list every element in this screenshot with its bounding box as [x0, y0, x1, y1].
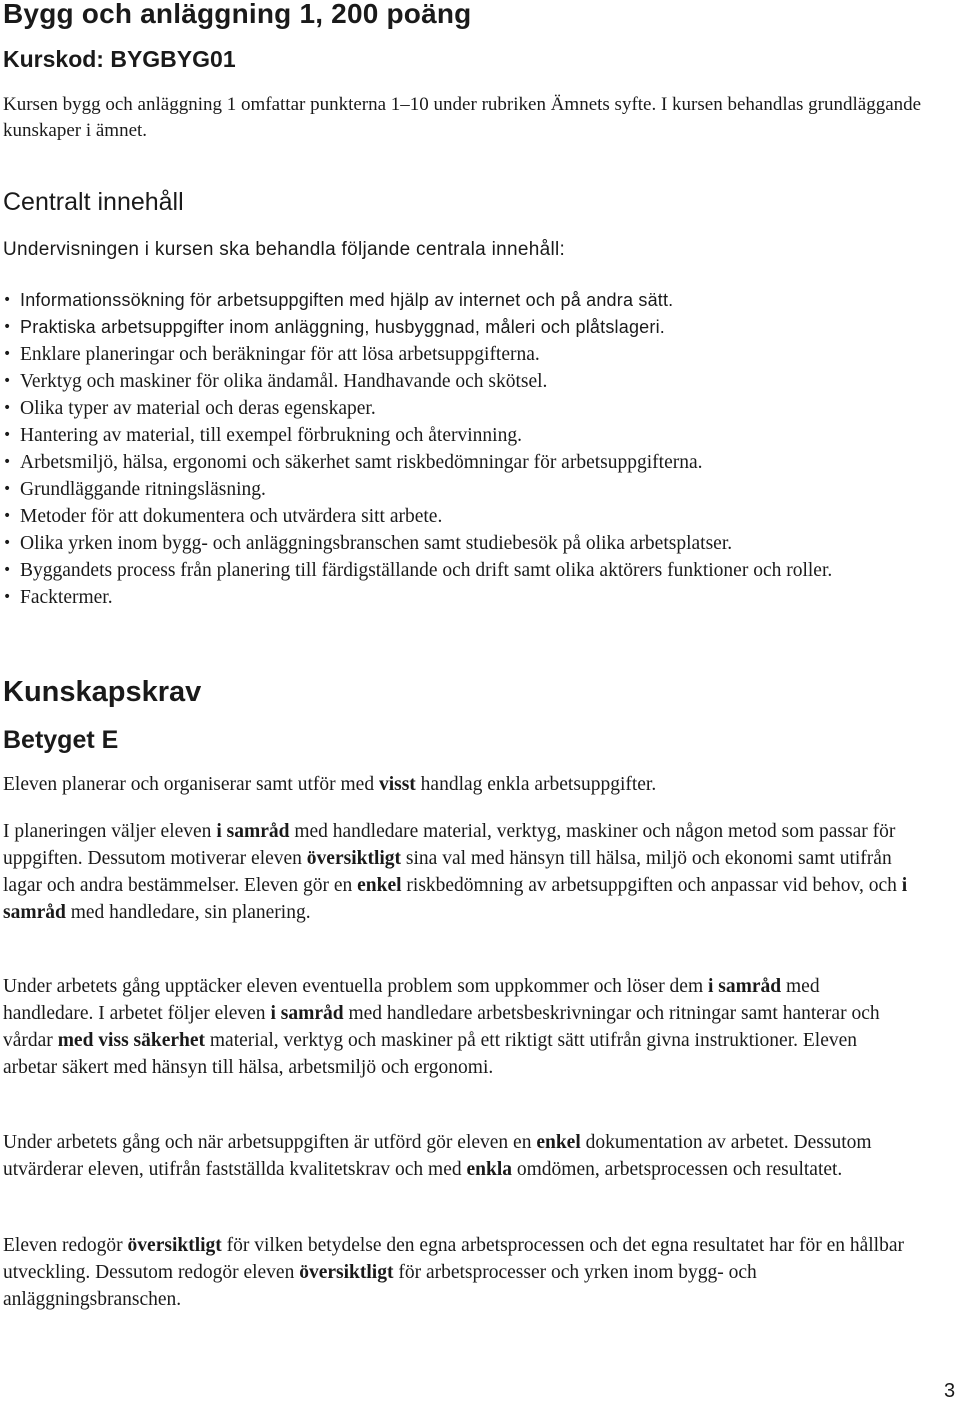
value-word: i samråd [708, 976, 782, 997]
paragraph-text: Under arbetets gång upptäcker eleven eventuella problem som uppkommer och löser dem [3, 976, 709, 997]
course-code: Kurskod: BYGBYG01 [3, 46, 236, 72]
paragraph-text: handlag enkla arbetsuppgifter. [415, 774, 657, 795]
value-word: enkel [357, 875, 402, 896]
course-intro: Kursen bygg och anläggning 1 omfattar punkterna 1–10 under rubriken Ämnets syfte. I kursen behandlas grundläggande kunskaper i ämnet. [3, 94, 922, 141]
value-word: med viss säkerhet [57, 1030, 206, 1051]
central-content-item [3, 341, 933, 368]
central-content-item-text: Arbetsmiljö, hälsa, ergonomi och säkerhet samt riskbedömningar för arbetsuppgifterna. [20, 452, 703, 473]
paragraph-text: för vilken betydelse den egna arbetsprocessen och det egna resultatet har för en hållbar utveckling. Dessutom redogör eleven [3, 1235, 904, 1283]
bullet-icon: • [3, 373, 12, 389]
bullet-icon: • [3, 481, 12, 497]
central-content-item-text: Grundläggande ritningsläsning. [20, 479, 266, 500]
requirement-paragraph-4 [3, 1129, 913, 1183]
paragraph-text: med handledare arbetsbeskrivningar och ritningar samt hanterar och vårdar [3, 1003, 880, 1051]
value-word: i samråd [3, 875, 908, 923]
paragraph-text: omdömen, arbetsprocessen och resultatet. [512, 1159, 843, 1180]
central-content-item [3, 395, 933, 422]
central-content-item-text: Informationssökning för arbetsuppgiften med hjälp av internet och på andra sätt. [20, 290, 674, 310]
value-word: visst [378, 774, 416, 795]
central-content-item-text: Praktiska arbetsuppgifter inom anläggning, husbyggnad, måleri och plåtslageri. [20, 317, 665, 337]
central-content-item-text: Enklare planeringar och beräkningar för att lösa arbetsuppgifterna. [20, 344, 540, 365]
central-content-lead: Undervisningen i kursen ska behandla följande centrala innehåll: [3, 239, 566, 260]
paragraph-text: med handledare. I arbetet följer eleven [3, 976, 820, 1024]
paragraph-text: dokumentation av arbetet. Dessutom utvärderar eleven, utifrån fastställda kvalitetskrav och med [3, 1132, 872, 1180]
grade-e-heading: Betyget E [3, 726, 119, 754]
value-word: enkel [536, 1132, 581, 1153]
paragraph-text: med handledare material, verktyg, maskiner och någon metod som passar för uppgiften. Dessutom motiverar eleven [3, 821, 896, 869]
central-content-item [3, 503, 933, 530]
paragraph-text: riskbedömning av arbetsuppgiften och anpassar vid behov, och [401, 875, 902, 896]
central-content-item-text: Hantering av material, till exempel förbrukning och återvinning. [20, 425, 522, 446]
bullet-icon: • [3, 292, 12, 308]
value-word: översiktligt [299, 1262, 394, 1283]
bullet-icon: • [3, 346, 12, 362]
requirement-paragraph-2 [3, 818, 913, 926]
page-number: 3 [944, 1380, 956, 1402]
requirement-paragraph-1 [3, 771, 913, 798]
central-content-item-text: Facktermer. [20, 587, 113, 608]
central-content-item [3, 584, 933, 611]
bullet-icon: • [3, 454, 12, 470]
central-content-item-text: Olika yrken inom bygg- och anläggningsbranschen samt studiebesök på olika arbetsplatser. [20, 533, 733, 554]
central-content-item-text: Olika typer av material och deras egenskaper. [20, 398, 376, 419]
central-content-list [3, 287, 933, 611]
central-content-item [3, 422, 933, 449]
paragraph-text: sina val med hänsyn till hälsa, miljö och ekonomi samt utifrån lagar och andra bestämmelser. Eleven gör en [3, 848, 892, 896]
central-content-item-text: Byggandets process från planering till färdigställande och drift samt olika aktörers funktioner och roller. [20, 560, 833, 581]
central-content-item-text: Metoder för att dokumentera och utvärdera sitt arbete. [20, 506, 443, 527]
bullet-icon: • [3, 400, 12, 416]
central-content-item [3, 449, 933, 476]
value-word: enkla [466, 1159, 512, 1180]
paragraph-text: Eleven planerar och organiserar samt utför med [3, 774, 379, 795]
bullet-icon: • [3, 508, 12, 524]
central-content-item [3, 557, 933, 584]
paragraph-text: Eleven redogör [3, 1235, 128, 1256]
bullet-icon: • [3, 535, 12, 551]
paragraph-text: för arbetsprocesser och yrken inom bygg- och anläggningsbranschen. [3, 1262, 757, 1310]
bullet-icon: • [3, 427, 12, 443]
value-word: översiktligt [306, 848, 402, 869]
paragraph-text: I planeringen väljer eleven [3, 821, 217, 842]
bullet-icon: • [3, 589, 12, 605]
requirement-paragraph-3 [3, 973, 913, 1081]
requirement-paragraph-5 [3, 1232, 913, 1313]
paragraph-text: material, verktyg och maskiner på ett riktigt sätt utifrån givna instruktioner. Eleven arbetar säkert med hänsyn till hälsa, arbetsmiljö och ergonomi. [3, 1030, 857, 1078]
central-content-item [3, 314, 933, 341]
bullet-icon: • [3, 562, 12, 578]
central-content-item-text: Verktyg och maskiner för olika ändamål. Handhavande och skötsel. [20, 371, 548, 392]
paragraph-text: Under arbetets gång och när arbetsuppgiften är utförd gör eleven en [3, 1132, 537, 1153]
value-word: översiktligt [127, 1235, 222, 1256]
central-content-item [3, 368, 933, 395]
paragraph-text: med handledare, sin planering. [65, 902, 311, 923]
course-title: Bygg och anläggning 1, 200 poäng [3, 0, 472, 29]
value-word: i samråd [216, 821, 290, 842]
value-word: i samråd [270, 1003, 344, 1024]
bullet-icon: • [3, 319, 12, 335]
knowledge-requirements-heading: Kunskapskrav [3, 676, 202, 708]
central-content-item [3, 476, 933, 503]
central-content-item [3, 530, 933, 557]
central-content-item [3, 287, 933, 314]
central-content-heading: Centralt innehåll [3, 188, 184, 216]
